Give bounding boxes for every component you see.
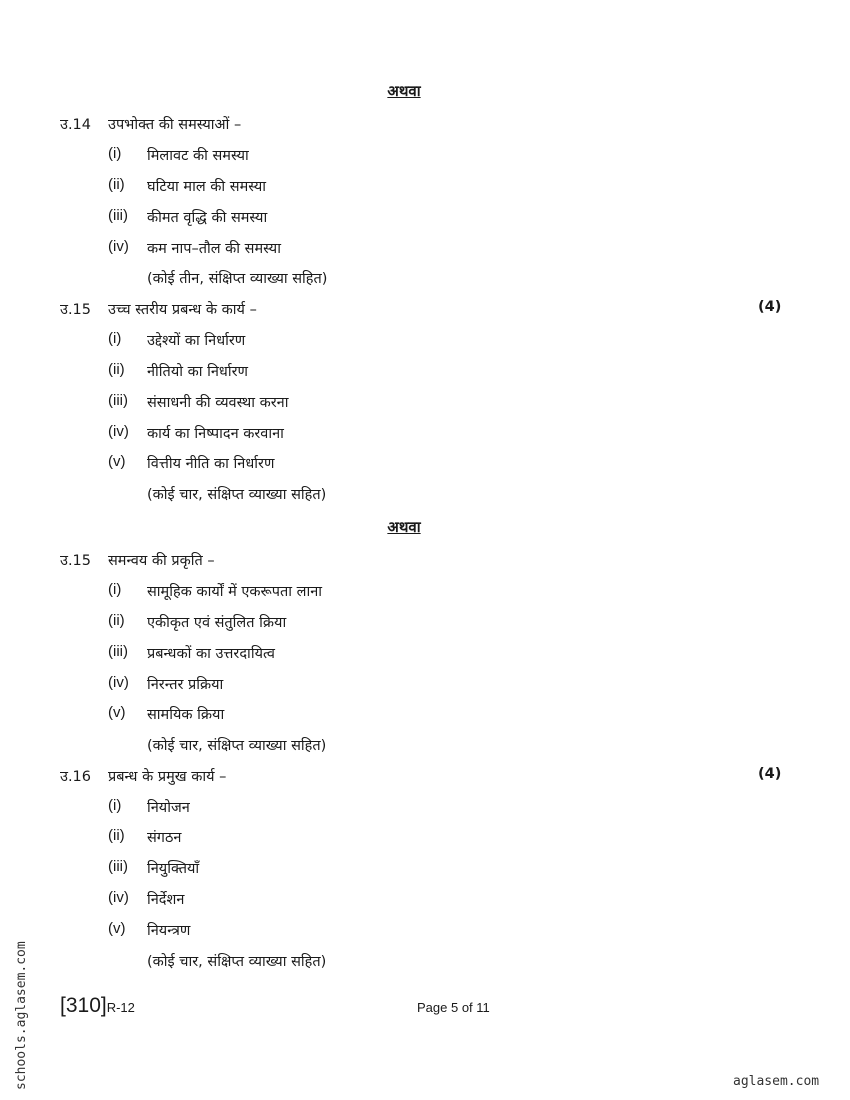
item-number: (i) <box>108 145 122 162</box>
question-14-header <box>0 114 850 136</box>
item-number: (iv) <box>108 423 129 440</box>
item-text: कीमत वृद्धि की समस्या <box>147 210 268 226</box>
question-number: उ.15 <box>60 302 92 318</box>
question-title: समन्वय की प्रकृति – <box>108 553 215 569</box>
list-item <box>0 920 850 942</box>
item-text: संसाधनी की व्यवस्था करना <box>147 395 289 411</box>
page-number: Page 5 of 11 <box>417 1000 490 1015</box>
question-title: उपभोक्त की समस्याओं – <box>108 117 242 133</box>
list-item <box>0 797 850 819</box>
section-heading-or: अथवा <box>387 82 421 100</box>
item-text: उद्देश्यों का निर्धारण <box>147 333 246 349</box>
list-item <box>0 176 850 198</box>
question-15-header <box>0 299 850 321</box>
question-title: प्रबन्ध के प्रमुख कार्य – <box>108 769 227 785</box>
question-16-header <box>0 766 850 788</box>
item-number: (i) <box>108 797 122 814</box>
question-title: उच्च स्तरीय प्रबन्ध के कार्य – <box>108 302 257 318</box>
item-text: सामयिक क्रिया <box>147 707 225 723</box>
item-number: (v) <box>108 704 126 721</box>
list-item <box>0 704 850 726</box>
list-item <box>0 392 850 414</box>
list-item <box>0 581 850 603</box>
item-text: निर्देशन <box>147 892 185 908</box>
list-item <box>0 238 850 260</box>
item-number: (i) <box>108 330 122 347</box>
list-item <box>0 330 850 352</box>
paper-code <box>60 994 135 1018</box>
list-item <box>0 858 850 880</box>
item-number: (iv) <box>108 674 129 691</box>
item-number: (i) <box>108 581 122 598</box>
item-text: निरन्तर प्रक्रिया <box>147 677 224 693</box>
item-text: घटिया माल की समस्या <box>147 179 267 195</box>
answer-note: (कोई चार, संक्षिप्त व्याख्या सहित) <box>147 738 327 754</box>
side-watermark: schools.aglasem.com <box>14 941 29 1090</box>
item-number: (iv) <box>108 238 129 255</box>
list-item <box>0 453 850 475</box>
paper-code-main: [310] <box>60 994 107 1017</box>
item-text: नियन्त्रण <box>147 923 191 939</box>
question-15-alt-header <box>0 550 850 572</box>
list-item <box>0 423 850 445</box>
marks-label: (4) <box>758 766 782 782</box>
item-number: (iii) <box>108 643 128 660</box>
item-number: (iii) <box>108 858 128 875</box>
item-number: (ii) <box>108 612 125 629</box>
list-item <box>0 827 850 849</box>
question-number: उ.15 <box>60 553 92 569</box>
marks-label: (4) <box>758 299 782 315</box>
answer-note: (कोई चार, संक्षिप्त व्याख्या सहित) <box>147 954 327 970</box>
item-text: नीतियो का निर्धारण <box>147 364 248 380</box>
item-text: नियुक्तियाँ <box>147 861 200 877</box>
item-number: (ii) <box>108 827 125 844</box>
item-text: संगठन <box>147 830 182 846</box>
section-heading-or: अथवा <box>387 518 421 536</box>
item-text: सामूहिक कार्यों में एकरूपता लाना <box>147 584 323 600</box>
list-item <box>0 207 850 229</box>
item-number: (iv) <box>108 889 129 906</box>
item-text: एकीकृत एवं संतुलित क्रिया <box>147 615 287 631</box>
item-text: नियोजन <box>147 800 190 816</box>
answer-note: (कोई तीन, संक्षिप्त व्याख्या सहित) <box>147 271 328 287</box>
item-number: (ii) <box>108 176 125 193</box>
item-number: (iii) <box>108 207 128 224</box>
list-item <box>0 889 850 911</box>
item-number: (iii) <box>108 392 128 409</box>
list-item <box>0 612 850 634</box>
item-number: (v) <box>108 453 126 470</box>
question-number: उ.16 <box>60 769 92 785</box>
item-number: (v) <box>108 920 126 937</box>
bottom-watermark: aglasem.com <box>733 1074 820 1089</box>
item-number: (ii) <box>108 361 125 378</box>
paper-code-sub: R-12 <box>106 1000 135 1015</box>
item-text: मिलावट की समस्या <box>147 148 249 164</box>
list-item <box>0 674 850 696</box>
item-text: कार्य का निष्पादन करवाना <box>147 426 284 442</box>
item-text: प्रबन्धकों का उत्तरदायित्व <box>147 646 275 662</box>
answer-note: (कोई चार, संक्षिप्त व्याख्या सहित) <box>147 487 327 503</box>
item-text: वित्तीय नीति का निर्धारण <box>147 456 275 472</box>
item-text: कम नाप–तौल की समस्या <box>147 241 281 257</box>
list-item <box>0 361 850 383</box>
list-item <box>0 643 850 665</box>
list-item <box>0 145 850 167</box>
question-number: उ.14 <box>60 117 92 133</box>
